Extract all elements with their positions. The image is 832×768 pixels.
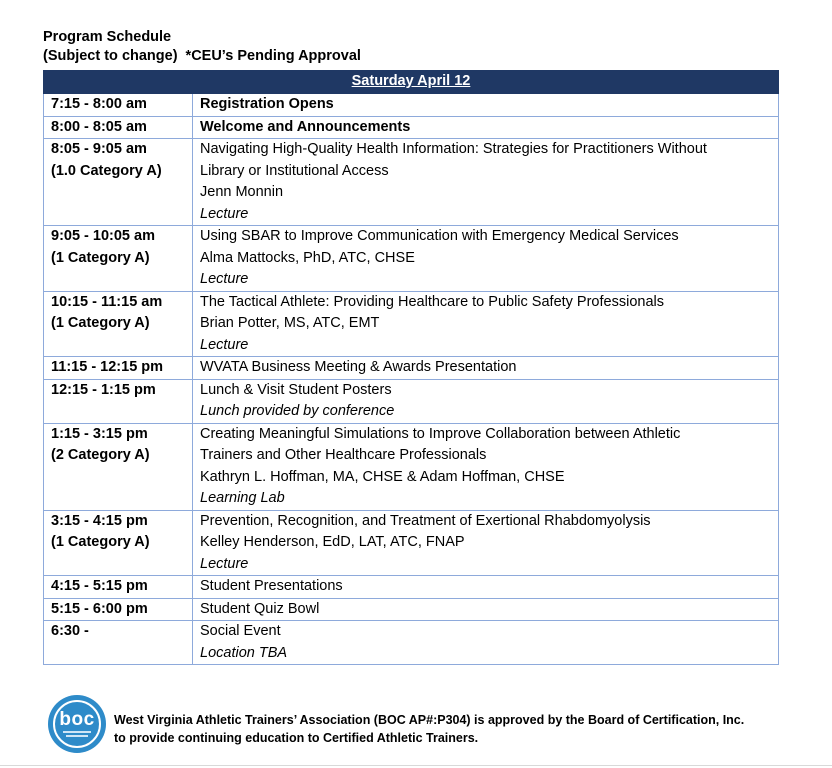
session-time-cell: [44, 510, 193, 576]
session-details-cell: [193, 139, 779, 226]
accreditation-note: [114, 711, 832, 747]
session-time: 9:05 - 10:05 am: [51, 228, 155, 244]
session-title: Student Quiz Bowl: [200, 600, 320, 617]
schedule-title: Program Schedule: [43, 29, 172, 45]
boc-logo-text: boc: [59, 709, 95, 730]
session-title: Welcome and Announcements: [200, 118, 411, 135]
session-time: 3:15 - 4:15 pm: [51, 512, 148, 529]
session-detail: Jenn Monnin: [200, 184, 284, 200]
session-format: Learning Lab: [200, 490, 285, 506]
session-time-cell: [44, 226, 193, 292]
footer: [48, 695, 832, 755]
session-title: Lunch & Visit Student Posters: [200, 381, 392, 398]
schedule-row: [44, 94, 779, 117]
session-title: Prevention, Recognition, and Treatment of Exertional Rhabdomyolysis: [200, 512, 651, 529]
boc-seal-icon: [48, 695, 106, 753]
session-credit: (2 Category A): [51, 447, 150, 463]
session-title: Navigating High-Quality Health Information: Strategies for Practitioners Without: [200, 141, 707, 157]
schedule-row: [44, 139, 779, 226]
session-title: Registration Opens: [200, 96, 334, 112]
session-detail: Brian Potter, MS, ATC, EMT: [200, 315, 380, 331]
session-details-cell: [193, 621, 779, 665]
seal-line-icon: [63, 731, 91, 733]
session-title: Using SBAR to Improve Communication with Emergency Medical Services: [200, 228, 679, 244]
session-details-cell: [193, 576, 779, 599]
session-title: Social Event: [200, 623, 281, 639]
session-time-cell: [44, 139, 193, 226]
session-time: 7:15 - 8:00 am: [51, 96, 147, 112]
session-time: 4:15 - 5:15 pm: [51, 578, 148, 594]
seal-line-icon: [66, 735, 88, 737]
schedule-row: [44, 598, 779, 621]
day-header-row: [44, 71, 779, 94]
schedule-row: [44, 379, 779, 423]
subject-to-change-note: (Subject to change): [43, 48, 178, 64]
session-time: 1:15 - 3:15 pm: [51, 425, 148, 442]
session-details-cell: [193, 226, 779, 292]
session-detail: Library or Institutional Access: [200, 162, 389, 179]
session-title: Student Presentations: [200, 578, 343, 594]
session-time: 8:00 - 8:05 am: [51, 118, 147, 135]
boc-seal-ring: [53, 700, 101, 748]
schedule-row: [44, 423, 779, 510]
session-time: 10:15 - 11:15 am: [51, 293, 163, 310]
session-credit: (1.0 Category A): [51, 162, 162, 179]
session-time-cell: [44, 357, 193, 380]
session-time: 11:15 - 12:15 pm: [51, 359, 164, 375]
session-detail: Kelley Henderson, EdD, LAT, ATC, FNAP: [200, 534, 465, 550]
schedule-row: [44, 621, 779, 665]
session-title: Creating Meaningful Simulations to Improve Collaboration between Athletic: [200, 425, 681, 442]
session-title: WVATA Business Meeting & Awards Presentation: [200, 359, 517, 375]
session-details-cell: [193, 291, 779, 357]
session-format: Lecture: [200, 336, 249, 353]
session-time: 12:15 - 1:15 pm: [51, 381, 156, 398]
session-time-cell: [44, 291, 193, 357]
session-detail: Kathryn L. Hoffman, MA, CHSE & Adam Hoffman, CHSE: [200, 468, 565, 485]
session-time-cell: [44, 94, 193, 117]
session-time-cell: [44, 116, 193, 139]
schedule-row: [44, 291, 779, 357]
session-time-cell: [44, 576, 193, 599]
schedule-row: [44, 576, 779, 599]
session-details-cell: [193, 379, 779, 423]
session-time: 6:30 -: [51, 623, 89, 639]
session-detail: Trainers and Other Healthcare Professionals: [200, 447, 487, 463]
session-credit: (1 Category A): [51, 315, 150, 331]
schedule-row: [44, 226, 779, 292]
session-format: Lecture: [200, 205, 249, 222]
session-format: Lunch provided by conference: [200, 403, 395, 419]
session-format: Lecture: [200, 555, 249, 572]
schedule-row: [44, 357, 779, 380]
day-header: Saturday April 12: [44, 71, 779, 94]
session-details-cell: [193, 94, 779, 117]
session-time-cell: [44, 423, 193, 510]
session-details-cell: [193, 598, 779, 621]
session-credit: (1 Category A): [51, 249, 150, 266]
accreditation-line-2: to provide continuing education to Certified Athletic Trainers.: [114, 731, 479, 745]
session-time: 5:15 - 6:00 pm: [51, 600, 148, 617]
session-title: The Tactical Athlete: Providing Healthcare to Public Safety Professionals: [200, 293, 664, 310]
ceu-pending-note: *CEU’s Pending Approval: [185, 48, 361, 64]
session-details-cell: [193, 116, 779, 139]
schedule-subtitle: [43, 47, 361, 66]
schedule-table: [43, 70, 779, 665]
session-time-cell: [44, 379, 193, 423]
session-time-cell: [44, 621, 193, 665]
session-format: Lecture: [200, 271, 249, 287]
session-details-cell: [193, 357, 779, 380]
session-credit: (1 Category A): [51, 534, 150, 550]
schedule-header: [43, 28, 361, 66]
page-bottom-divider: [0, 765, 832, 766]
schedule-row: [44, 510, 779, 576]
session-time-cell: [44, 598, 193, 621]
session-format: Location TBA: [200, 644, 288, 661]
session-details-cell: [193, 423, 779, 510]
session-time: 8:05 - 9:05 am: [51, 141, 147, 157]
schedule-row: [44, 116, 779, 139]
session-details-cell: [193, 510, 779, 576]
accreditation-line-1: West Virginia Athletic Trainers’ Association (BOC AP#:P304) is approved by the Board of Certification, Inc.: [114, 713, 745, 727]
session-detail: Alma Mattocks, PhD, ATC, CHSE: [200, 249, 415, 266]
